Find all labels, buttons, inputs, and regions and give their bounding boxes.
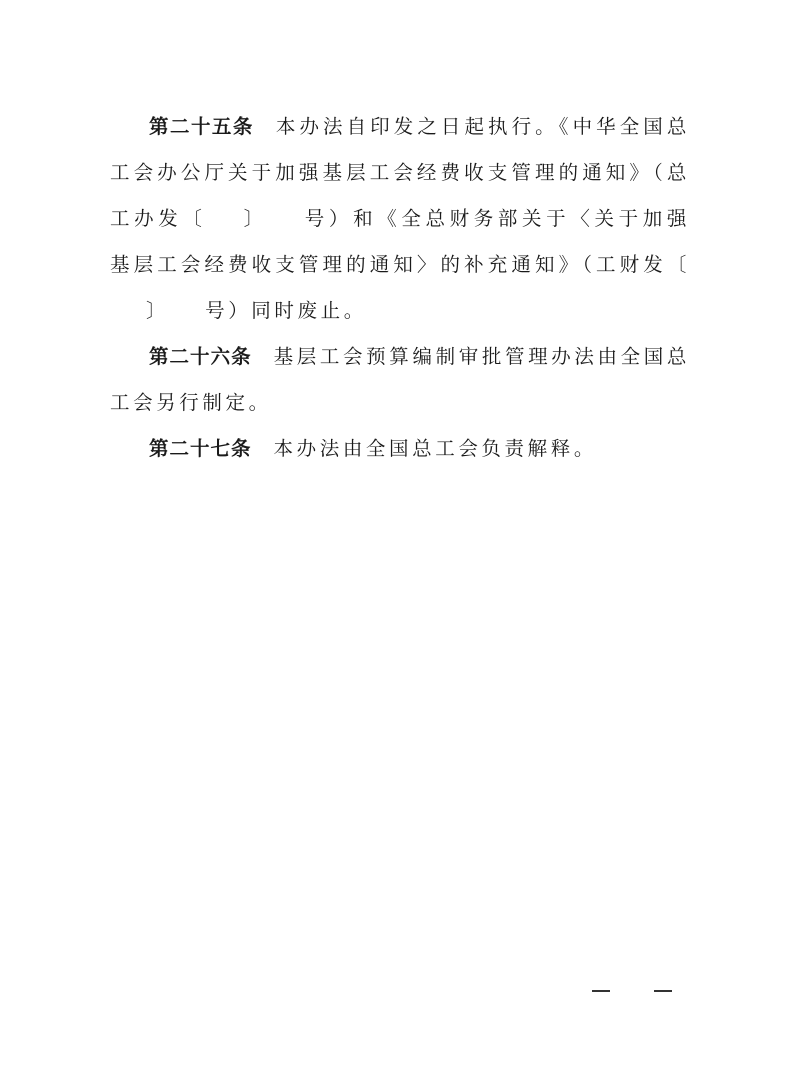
article-25-text-part-5: 号）同时废止。: [205, 299, 367, 322]
article-26-heading: 第二十六条: [149, 345, 252, 368]
article-26-text: 基层工会预算编制审批管理办法由全国总工会另行制定。: [110, 345, 690, 414]
article-25-text-part-3: 号）和《全总财务部关于〈关于加强基层工会经费收支管理的通知〉的补充通知》（工财发〔: [110, 207, 690, 276]
article-27: [110, 426, 690, 472]
article-25-heading: 第二十五条: [149, 115, 254, 138]
page-footer: [590, 976, 680, 1006]
article-25: [110, 104, 690, 334]
footer-dash-left: [592, 990, 610, 992]
article-25-text-part-2: 〕: [242, 207, 268, 230]
article-27-text: 本办法由全国总工会负责解释。: [273, 437, 597, 460]
footer-dash-right: [654, 990, 672, 992]
articles-section: [110, 104, 690, 472]
article-26: [110, 334, 690, 426]
article-25-text-part-1: 本办法自印发之日起执行。《中华全国总工会办公厅关于加强基层工会经费收支管理的通知》（总工办发〔: [110, 115, 690, 230]
article-27-heading: 第二十七条: [149, 437, 252, 460]
article-25-text-part-4: 〕: [146, 299, 170, 322]
